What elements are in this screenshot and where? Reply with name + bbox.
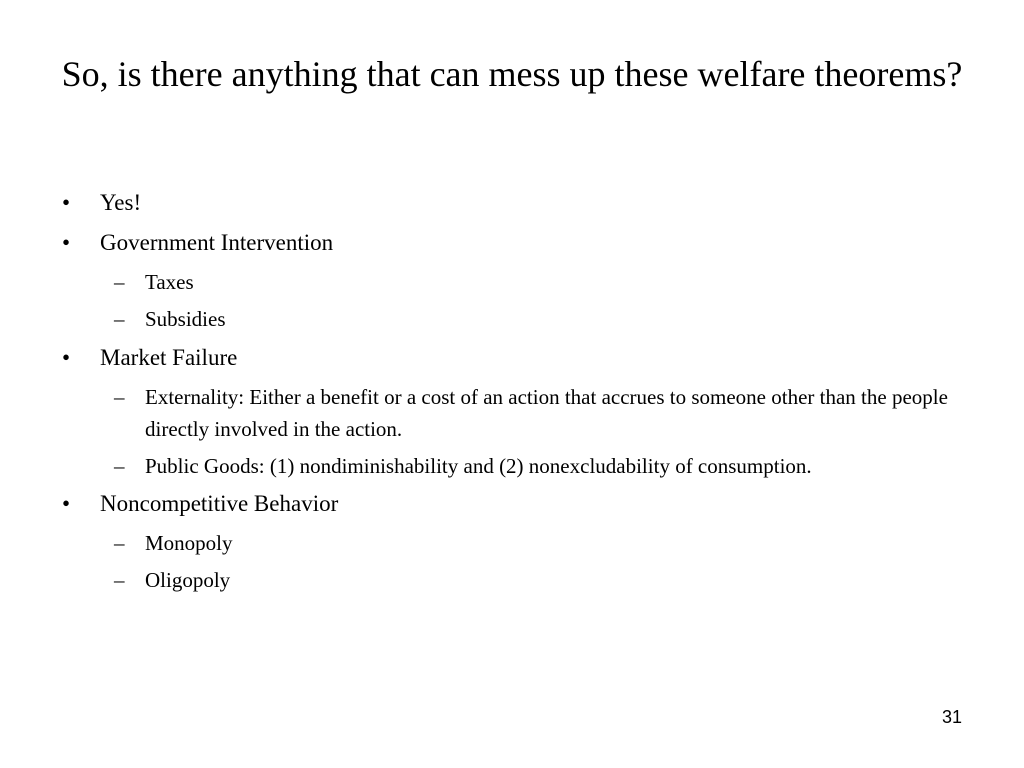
dash-marker: – xyxy=(114,270,125,294)
bullet-marker: • xyxy=(62,345,71,370)
sub-bullet-text: Monopoly xyxy=(145,531,233,555)
dash-marker: – xyxy=(114,307,125,331)
bullet-item-market-failure xyxy=(62,343,980,373)
bullet-text: Government Intervention xyxy=(100,230,334,255)
dash-marker: – xyxy=(114,568,125,592)
sub-bullet-item-subsidies xyxy=(114,303,975,335)
sub-bullet-text: Externality: Either a benefit or a cost of an action that accrues to someone other than the people directly involved in the action. xyxy=(145,385,948,441)
sub-bullet-text: Taxes xyxy=(145,270,194,294)
dash-marker: – xyxy=(114,454,125,478)
sub-bullet-text: Subsidies xyxy=(145,307,226,331)
bullet-text: Yes! xyxy=(100,190,142,215)
sub-bullet-item-oligopoly xyxy=(114,564,975,596)
bullet-marker: • xyxy=(62,230,71,255)
sub-bullet-item-public-goods xyxy=(114,450,975,482)
bullet-marker: • xyxy=(62,190,71,215)
bullet-text: Market Failure xyxy=(100,345,238,370)
bullet-item-noncompetitive-behavior xyxy=(62,489,980,519)
sub-bullet-item-monopoly xyxy=(114,527,975,559)
sub-bullet-text: Oligopoly xyxy=(145,568,231,592)
bullet-item-yes xyxy=(62,188,980,218)
sub-bullet-text: Public Goods: (1) nondiminishability and (2) nonexcludability of consumption. xyxy=(145,454,812,478)
dash-marker: – xyxy=(114,531,125,555)
sub-bullet-item-externality xyxy=(114,381,975,445)
slide-title: So, is there anything that can mess up these welfare theorems? xyxy=(61,54,963,94)
bullet-marker: • xyxy=(62,491,71,516)
dash-marker: – xyxy=(114,385,125,409)
bullet-item-government-intervention xyxy=(62,228,980,258)
sub-bullet-item-taxes xyxy=(114,266,975,298)
page-number: 31 xyxy=(941,707,962,727)
bullet-text: Noncompetitive Behavior xyxy=(100,491,339,516)
